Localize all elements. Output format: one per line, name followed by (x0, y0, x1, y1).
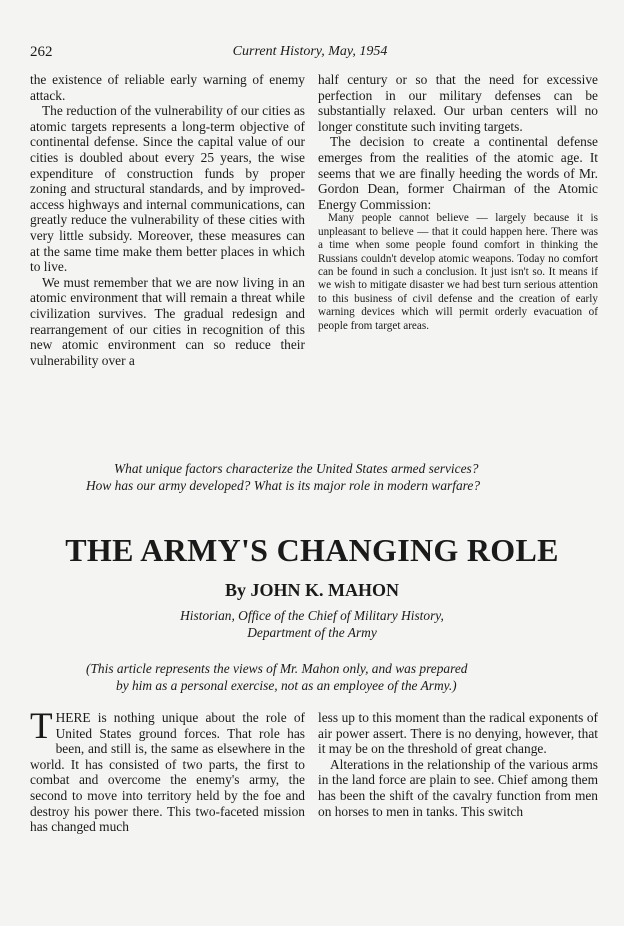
drop-cap: T (30, 706, 53, 747)
article-title: THE ARMY'S CHANGING ROLE (65, 532, 559, 568)
affiliation-line: Department of the Army (247, 625, 377, 640)
left-column-bottom (30, 706, 305, 835)
page-header (30, 44, 590, 62)
page-number: 262 (30, 44, 53, 60)
block-quote: Many people cannot believe — largely because it is unpleasant to believe — that it could happen here. There was a time when some people found comfort in thinking the Russians couldn't develop atomic weapons. Today no comfort can be found in such a conclusion. It just isn't so. It means if we wish to mitigate disaster we had best turn serious attention to this business of civil defense and the creation of early warning devices which will permit orderly evacuation of people from target areas. (318, 212, 598, 332)
right-column-bottom (318, 710, 598, 819)
opening-text: HERE is nothing unique about the role of United States ground forces. That role has been, and still is, the same as elsewhere in the world. It has consisted of two parts, the first to combat and overcome the enemy's army, the second to move into territory held by the foe and destroy his power there. This two-faceted mission has changed much (30, 710, 305, 835)
opening-paragraph (30, 706, 305, 835)
affiliation-line: Historian, Office of the Chief of Military History, (180, 608, 444, 623)
disclaimer-line: (This article represents the views of Mr. Mahon only, and was prepared (86, 661, 468, 676)
disclaimer-line: by him as a personal exercise, not as an employee of the Army.) (116, 678, 457, 693)
paragraph: Alterations in the relationship of the various arms in the land force are plain to see. Chief among them has been the shift of the cavalry function from men on horses to men in tanks. This switch (318, 756, 598, 819)
paragraph: less up to this moment than the radical exponents of air power assert. There is no denying, however, that it may be on the threshold of great change. (318, 710, 598, 757)
teaser-line: What unique factors characterize the United States armed services? (114, 461, 479, 476)
article-disclaimer (86, 660, 566, 694)
running-head: Current History, May, 1954 (232, 44, 388, 59)
left-column-top (30, 72, 305, 368)
right-column-top (318, 72, 598, 333)
paragraph: We must remember that we are now living in an atomic environment that will remain a threat while civilization survives. The gradual redesign and rearrangement of our cities in recognition of this new atomic environment can so reduce their vulnerability over a (30, 274, 305, 368)
author-affiliation (0, 607, 624, 641)
article-byline: By JOHN K. MAHON (225, 580, 399, 600)
article-teaser (58, 460, 578, 494)
paragraph: the existence of reliable early warning of enemy attack. (30, 72, 305, 103)
paragraph: The reduction of the vulnerability of our cities as atomic targets represents a long-term objective of continental defense. Since the capital value of our cities is doubled about every 25 years, the wise expenditure of construction funds by proper zoning and structural standards, and by improved-access highways and internal communications, can greatly reduce the vulnerability of these cities with very little subsidy. Moreover, these measures can at the same time make them better places in which to live. (30, 103, 305, 275)
paragraph: half century or so that the need for excessive perfection in our military defenses can be substantially relaxed. Our urban centers will no longer constitute such inviting targets. (318, 72, 598, 134)
paragraph: The decision to create a continental defense emerges from the realities of the atomic age. It seems that we are finally heeding the words of Mr. Gordon Dean, former Chairman of the Atomic Energy Commission: (318, 134, 598, 212)
teaser-line: How has our army developed? What is its major role in modern warfare? (86, 478, 481, 493)
